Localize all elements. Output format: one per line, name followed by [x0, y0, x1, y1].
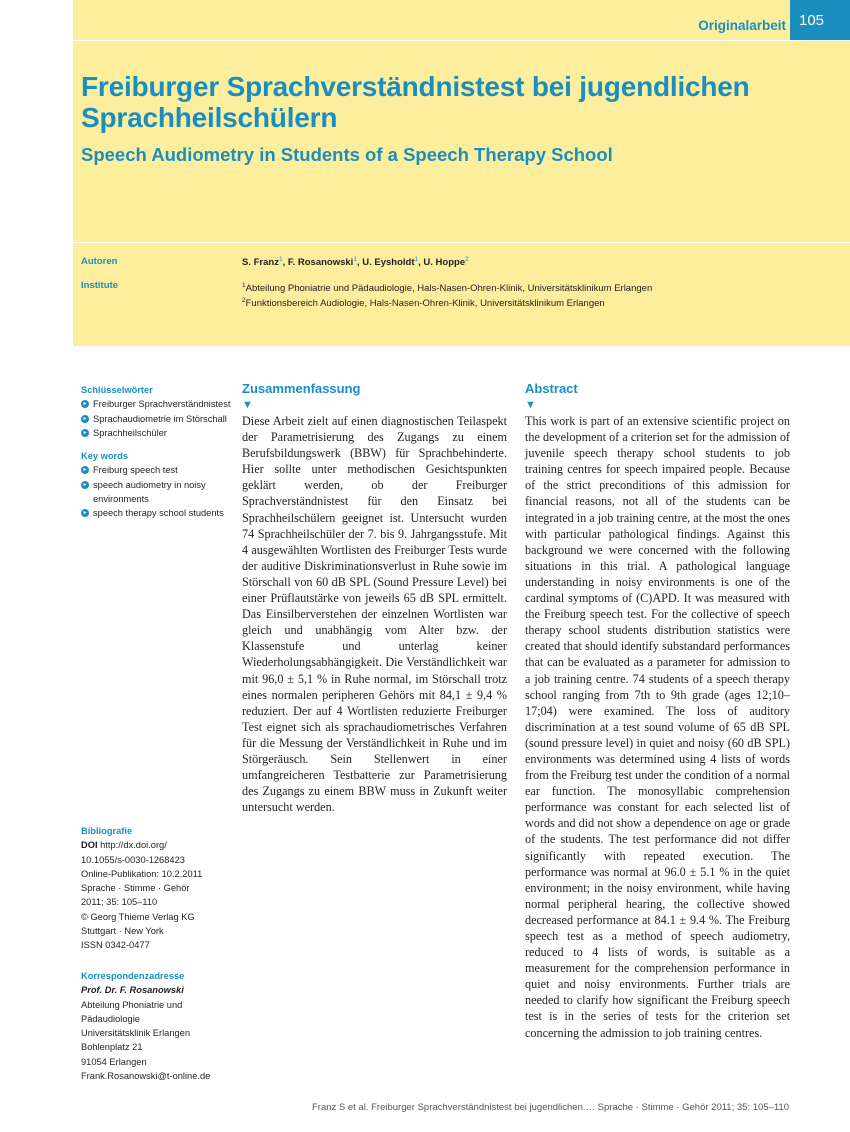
- institutes-label: Institute: [81, 280, 118, 291]
- authors-list: S. Franz$^1$, F. Rosanowski$^1$, U. Eysholdt$^1$, U. Hoppe$^2$: [242, 256, 469, 269]
- triangle-marker-icon: ▼: [525, 399, 536, 411]
- bibliography-line: 2011; 35: 105–110: [81, 897, 158, 908]
- address-line: 91054 Erlangen: [81, 1056, 147, 1067]
- institutes-list: [242, 280, 652, 310]
- keyword-item: ▸ Freiburger Sprachverständnistest: [81, 397, 231, 411]
- bibliography-line: Sprache · Stimme · Gehör: [81, 883, 190, 894]
- bullet-icon: ▸: [81, 400, 89, 408]
- keyword-item: ▸ Sprachheilschüler: [81, 426, 231, 440]
- correspondence-label: Korrespondenzadresse: [81, 971, 185, 981]
- doi-line: DOI http://dx.doi.org/: [81, 840, 167, 851]
- page-number: 105: [790, 0, 850, 40]
- abstract-column: [525, 381, 790, 1041]
- bullet-icon: ▸: [81, 481, 89, 489]
- keyword-item: ▸ speech audiometry in noisy environments: [81, 478, 231, 507]
- bibliography-label: Bibliografie: [81, 826, 133, 836]
- keyword-item: ▸ speech therapy school students: [81, 506, 231, 520]
- address-line: Abteilung Phoniatrie und: [81, 999, 183, 1010]
- keywords-de-label: Schlüsselwörter: [81, 385, 153, 395]
- zusammenfassung-column: [242, 381, 507, 815]
- bibliography-line: Online-Publikation: 10.2.2011: [81, 868, 203, 879]
- bibliography-line: © Georg Thieme Verlag KG: [81, 911, 195, 922]
- header-rule: [73, 40, 850, 41]
- bibliography-line: ISSN 0342-0477: [81, 940, 150, 951]
- email-link[interactable]: Frank.Rosanowski@t-online.de: [81, 1071, 211, 1082]
- keyword-item: ▸ Sprachaudiometrie im Störschall: [81, 412, 231, 426]
- triangle-marker-icon: ▼: [242, 399, 253, 411]
- bullet-icon: ▸: [81, 509, 89, 517]
- zusammenfassung-text: Diese Arbeit zielt auf einen diagnostischen Teilaspekt der Parametrisierung des Zugangs zu einem Berufsbildungswerk (BBW) für Sprachbehinderte. Hier sollte unter methodischen Gesichtspunkten geklärt werden, ob der Freiburger Sprachverständnistest für den Einsatz bei Sprachheilschülern geeignet ist. Untersucht wurden 74 Sprachheilschüler der 7. bis 9. Jahrgangsstufe. Mit 4 ausgewählten Wortlisten des Freiburger Tests wurde der auditive Diskriminationsverlust in Ruhe sowie im Störschall von 60 dB SPL (Sound Pressure Level) bei einer Prüflautstärke von jeweils 65 dB SPL ermittelt. Das Einsilberverstehen der einzelnen Wortlisten war gleich und unabhängig vom Alter bzw. der Klassenstufe und unterlag keiner Wiederholungsabhängigkeit. Die Verständlichkeit war mit 96,0 ± 5,1 % in Ruhe normal, im Störschall trotz eines normalen peripheren Gehörs mit 84,1 ± 9,4 % reduziert. Der auf 4 Wortlisten reduzierte Freiburger Test eignet sich als sprachaudiometrisches Verfahren für die Messung der Verständlichkeit in Ruhe und im Störgeräusch. Sein Stellenwert in einer umfangreicheren Testbatterie zur Parametrisierung des Zugangs zu einem BBW muss in Zukunft weiter untersucht werden.: [242, 414, 507, 815]
- bibliography-block: [81, 824, 231, 953]
- footer-citation: Franz S et al. Freiburger Sprachverständnistest bei jugendlichen … Sprache · Stimme · Gehör 2011; 35: 105–110: [311, 1102, 789, 1113]
- author: U. Hoppe$^2$: [423, 256, 469, 269]
- keywords-en-label: Key words: [81, 451, 129, 462]
- author: S. Franz$^1$: [242, 256, 283, 269]
- address-line: Universitätsklinik Erlangen: [81, 1028, 191, 1039]
- keyword-item: ▸ Freiburg speech test: [81, 463, 231, 477]
- bibliography-line: Stuttgart · New York: [81, 926, 164, 937]
- bullet-icon: ▸: [81, 415, 89, 423]
- section-label: Originalarbeit: [698, 18, 786, 33]
- address-line: Pädaudiologie: [81, 1013, 140, 1024]
- abstract-heading: Abstract: [525, 381, 578, 396]
- header-rule: [73, 242, 850, 243]
- abstract-text: This work is part of an extensive scientific project on the development of a criterion set for the admission of juvenile speech therapy school students to job training centres for speech impaired people. Because of the strict preconditions of this admission for financial reasons, not all of the students can be integrated in a job training centre, at the most the ones with particular pathological findings. Against this background we were concerned with the following situations in this trial. A pathological language understanding in noisy environments is one of the cardinal symptoms of (C)APD. It was measured with the Freiburg speech test. For the collective of speech therapy school students distribution statistics were created that should identify substandard performances that can be evaluated as a parameter for admission to a job training centre. 74 students of a speech therapy school ranging from 7th to 9th grade (ages 12;10–17;04) were examined. The loss of auditory discrimination at a test sound volume of 65 dB SPL (sound pressure level) in quiet and noisy (60 dB SPL) environments was determined using 4 lists of words from the Freiburg test under the condition of a normal ear function. The monosyllabic comprehension performance was constant for each selected list of words and did not show a dependence on age or grade of the students. The test performance did not differ significantly with repeated execution. The performance was normal at 96.0 ± 5.1 % in the quiet environment; in the noisy environment, while having normal peripheral hearing, the collective showed decreased performance at 84.1 ± 9.4 %. The Freiburg speech test as a method of speech audiometry, reduced to 4 lists of words, is suitable as a measurement for the comprehension performance in quiet and noisy environments. Further trials are needed to clarify how significant the Freiburg speech test is in the series of tests for the criterion set concerning the admission to job training centres.: [525, 414, 790, 1040]
- authors-label: Autoren: [81, 256, 118, 267]
- bibliography-line: 10.1055/s-0030-1268423: [81, 854, 185, 865]
- correspondence-name: Prof. Dr. F. Rosanowski: [81, 985, 184, 996]
- article-subtitle: Speech Audiometry in Students of a Speech Therapy School: [81, 144, 613, 165]
- zusammenfassung-heading: Zusammenfassung: [242, 381, 361, 396]
- author: U. Eysholdt$^1$: [362, 256, 419, 269]
- institute: $^1$Abteilung Phoniatrie und Pädaudiologie, Hals-Nasen-Ohren-Klinik, Universitätsklinikum Erlangen: [242, 282, 653, 295]
- address-line: Bohlenplatz 21: [81, 1042, 143, 1053]
- article-title: Freiburger Sprachverständnistest bei jugendlichen Sprachheilschülern: [81, 71, 750, 133]
- keywords-block: [81, 383, 231, 521]
- bullet-icon: ▸: [81, 466, 89, 474]
- author: F. Rosanowski$^1$: [287, 256, 357, 269]
- correspondence-block: [81, 969, 231, 1083]
- bullet-icon: ▸: [81, 429, 89, 437]
- institute: $^2$Funktionsbereich Audiologie, Hals-Nasen-Ohren-Klinik, Universitätsklinikum Erlangen: [242, 297, 605, 310]
